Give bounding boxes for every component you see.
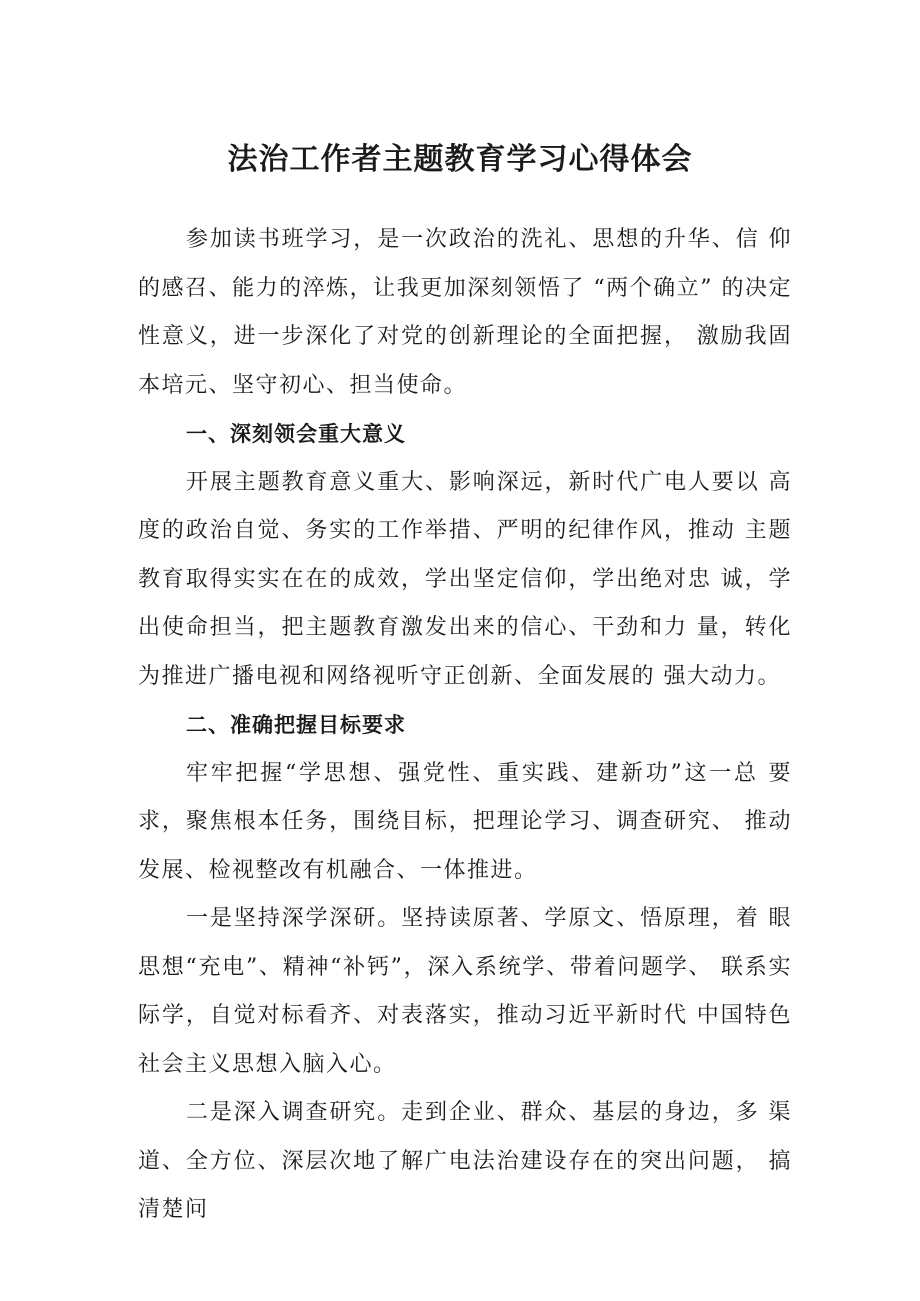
paragraph-requirements: 牢牢把握“学思想、强党性、重实践、建新功”这一总 要求，聚焦根本任务，围绕目标，把理论学习、调查研究、 推动发展、检视整改有机融合、一体推进。 — [138, 760, 792, 883]
paragraph-point-2: 二是深入调查研究。走到企业、群众、基层的身边，多 渠道、全方位、深层次地了解广电法治建设存在的突出问题， 搞清楚问 — [138, 1100, 792, 1222]
document-title: 法治工作者主题教育学习心得体会 — [227, 142, 693, 177]
paragraph-intro: 参加读书班学习，是一次政治的洗礼、思想的升华、信 仰的感召、能力的淬炼，让我更加深刻领悟了 “两个确立” 的决定性意义，进一步深化了对党的创新理论的全面把握， 激励我固本培元、坚守初心、担当使命。 — [138, 227, 792, 398]
paragraph-point-1: 一是坚持深学深研。坚持读原著、学原文、悟原理，着 眼思想“充电”、精神“补钙”，深入系统学、带着问题学、 联系实际学，自觉对标看齐、对表落实，推动习近平新时代 中国特色社会主义思想入脑入心。 — [138, 906, 792, 1077]
paragraph-significance: 开展主题教育意义重大、影响深远，新时代广电人要以 高度的政治自觉、务实的工作举措、严明的纪律作风，推动 主题教育取得实实在在的成效，学出坚定信仰，学出绝对忠 诚，学出使命担当，把主题教育激发出来的信心、干劲和力 量，转化为推进广播电视和网络视听守正创新、全面发展的 强大动力。 — [138, 469, 792, 689]
document-body — [138, 216, 792, 1235]
section-heading-2: 二、准确把握目标要求 — [186, 713, 406, 737]
section-heading-1: 一、深刻领会重大意义 — [186, 422, 406, 446]
